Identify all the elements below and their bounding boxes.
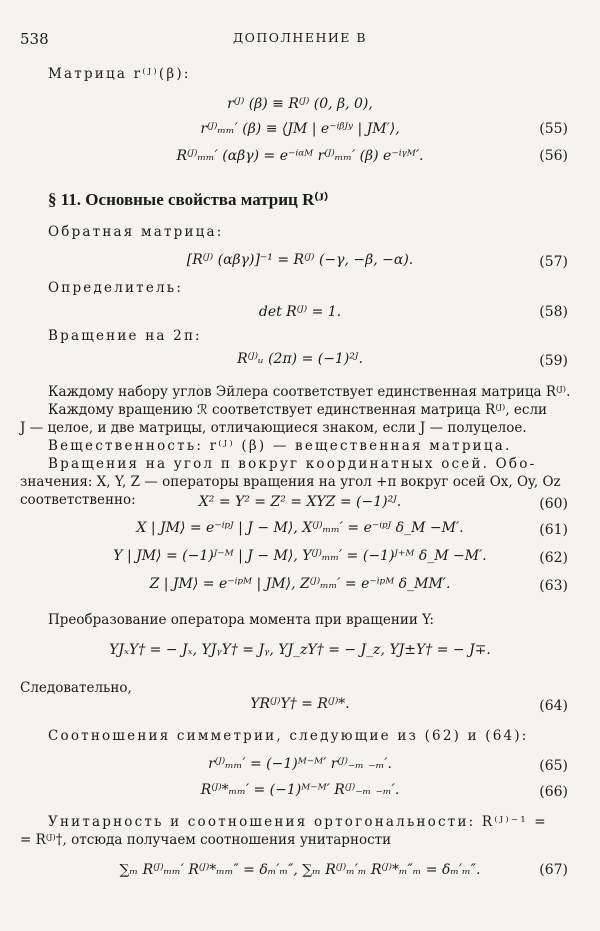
equation-number: (59) [539,353,568,369]
equation-number: (60) [539,496,568,512]
equation-number: (62) [539,550,568,566]
text-line: значения: X, Y, Z — операторы вращения на угол +π вокруг осей Ox, Oy, Oz [20,474,561,490]
text-line: Каждому набору углов Эйлера соответствует единственная матрица R⁽ᴶ⁾. [48,384,571,400]
equation: Y | JM⟩ = (−1)ᴶ⁻ᴹ | J − M⟩, Y⁽ᴶ⁾ₘₘ′ = (−1)ᴶ⁺ᴹ δ_M −M′. [113,548,487,564]
equation: r⁽ᴶ⁾ (β) ≡ R⁽ᴶ⁾ (0, β, 0), [227,96,373,112]
equation: R⁽ᴶ⁾ᵤ (2π) = (−1)²ᴶ. [237,351,363,367]
equation: det R⁽ᴶ⁾ = 1. [258,304,342,320]
text-line: Вращения на угол π вокруг координатных осей. Обо- [48,456,537,472]
equation: X | JM⟩ = e⁻ⁱᵖᴶ | J − M⟩, X⁽ᴶ⁾ₘₘ′ = e⁻ⁱᵖᴶ δ_M −M′. [136,520,464,536]
text-line: Унитарность и соотношения ортогональности: R⁽ᴶ⁾⁻¹ = [48,814,548,830]
equation: YR⁽ᴶ⁾Y† = R⁽ᴶ⁾*. [250,696,350,712]
text-line: Соотношения симметрии, следующие из (62) и (64): [48,728,529,744]
text-line: Определитель: [48,280,184,296]
equation-number: (58) [539,304,568,320]
text-line: Каждому вращению ℛ соответствует единственная матрица R⁽ᴶ⁾, если [48,402,548,418]
text-line: J — целое, и две матрицы, отличающиеся знаком, если J — полуцелое. [20,420,527,436]
running-title: ДОПОЛНЕНИЕ В [232,30,368,45]
text-line: соответственно: [20,492,136,508]
equation: X² = Y² = Z² = XYZ = (−1)²ᴶ. [198,494,402,510]
equation-number: (66) [539,784,568,800]
text-line: Вещественность: r⁽ᴶ⁾ (β) — вещественная матрица. [48,438,512,454]
equation-number: (65) [539,758,568,774]
text-line: Преобразование оператора момента при вращении Y: [48,612,434,628]
equation-number: (67) [539,862,568,878]
equation-number: (56) [539,148,568,164]
equation: R⁽ᴶ⁾ₘₘ′ (αβγ) = e⁻ⁱᵅᴹ r⁽ᴶ⁾ₘₘ′ (β) e⁻ⁱᵞᴹ′. [176,148,424,164]
equation-number: (57) [539,254,568,270]
text-line: = R⁽ᴶ⁾†, отсюда получаем соотношения унитарности [20,832,392,848]
equation-number: (64) [539,698,568,714]
equation-number: (61) [539,522,568,538]
equation: Z | JM⟩ = e⁻ⁱᵖᴹ | JM⟩, Z⁽ᴶ⁾ₘₘ′ = e⁻ⁱᵖᴹ δ_MM′. [149,576,451,592]
text-line: Матрица r⁽ᴶ⁾(β): [48,66,191,82]
text-line: Обратная матрица: [48,224,224,240]
equation: [R⁽ᴶ⁾ (αβγ)]⁻¹ = R⁽ᴶ⁾ (−γ, −β, −α). [186,252,414,268]
equation: R⁽ᴶ⁾*ₘₘ′ = (−1)ᴹ⁻ᴹ′ R⁽ᴶ⁾₋ₘ ₋ₘ′. [200,782,400,798]
text-line: Следовательно, [20,680,132,696]
page-number: 538 [20,30,49,48]
equation: r⁽ᴶ⁾ₘₘ′ = (−1)ᴹ⁻ᴹ′ r⁽ᴶ⁾₋ₘ ₋ₘ′. [208,756,392,772]
text-line: Вращение на 2π: [48,328,202,344]
equation-number: (55) [539,121,568,137]
equation: ∑ₘ R⁽ᴶ⁾ₘₘ′ R⁽ᴶ⁾*ₘₘ″ = δₘ′ₘ″, ∑ₘ R⁽ᴶ⁾ₘ′ₘ R⁽ᴶ⁾*ₘ″ₘ = δₘ′ₘ″. [119,862,481,878]
equation: YJₓY† = − Jₓ, YJᵧY† = Jᵧ, YJ_zY† = − J_z, YJ±Y† = − J∓. [109,642,491,658]
equation-number: (63) [539,578,568,594]
equation: r⁽ᴶ⁾ₘₘ′ (β) ≡ ⟨JM | e⁻ⁱᵝᴶʸ | JM′⟩, [200,121,400,137]
section-heading: § 11. Основные свойства матриц R⁽ᴶ⁾ [48,190,329,209]
